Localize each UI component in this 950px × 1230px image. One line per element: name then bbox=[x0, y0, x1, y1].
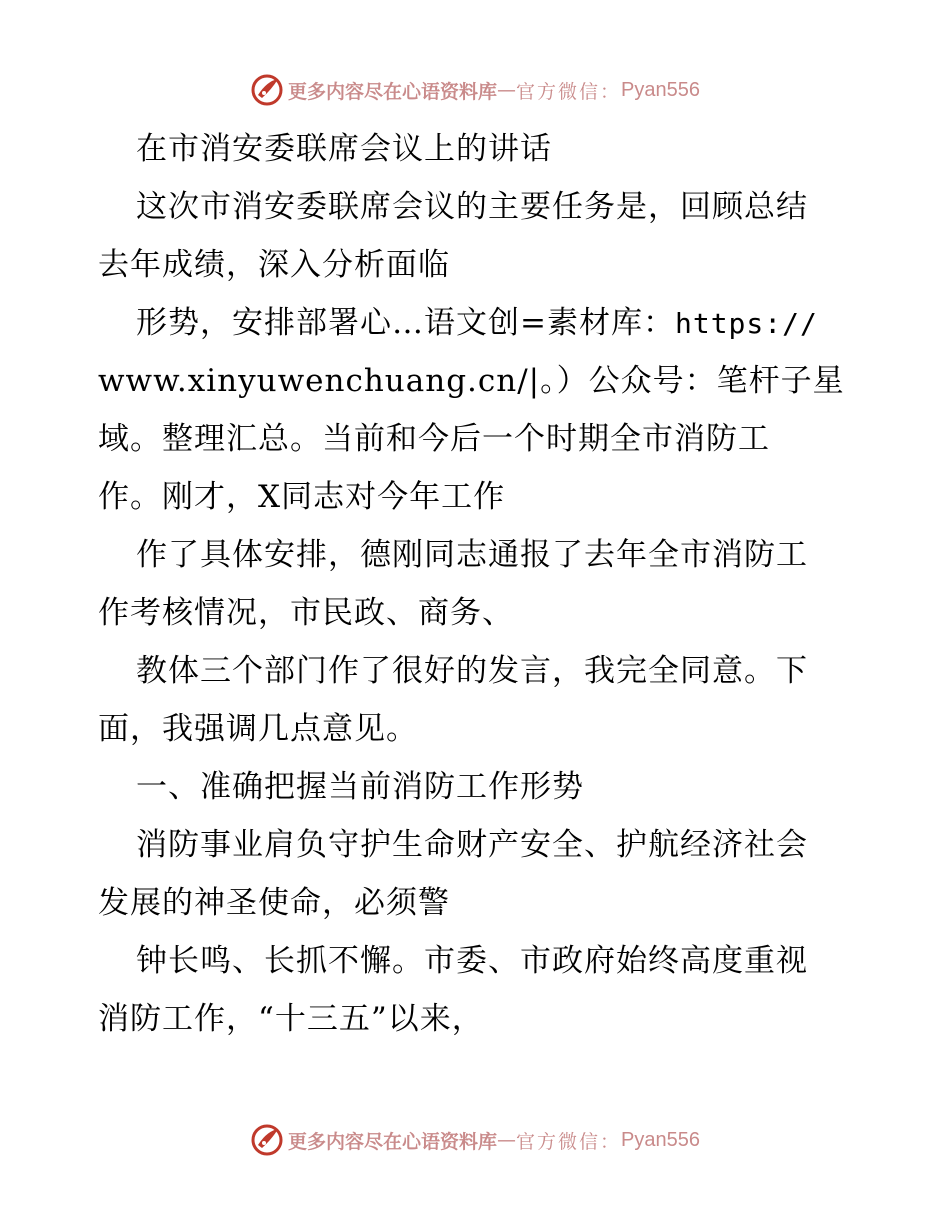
paragraph-line: 域。整理汇总。当前和今后一个时期全市消防工 bbox=[98, 421, 770, 457]
url-text: https:// bbox=[674, 307, 818, 340]
document-body bbox=[98, 120, 858, 1048]
paragraph-line: 钟长鸣、长抓不懈。市委、市政府始终高度重视 bbox=[136, 943, 808, 979]
url-text: www.xinyuwenchuang.cn/|。）公众号：笔杆子星 bbox=[98, 363, 845, 399]
footer-banner bbox=[0, 1120, 950, 1160]
banner-wechat-label: 官方微信： bbox=[516, 1130, 622, 1153]
banner-wechat-label: 官方微信： bbox=[516, 80, 622, 103]
pen-logo-icon bbox=[250, 1123, 284, 1157]
header-banner bbox=[0, 70, 950, 110]
paragraph-line: 作了具体安排，德刚同志通报了去年全市消防工 bbox=[136, 537, 808, 573]
paragraph-text: 形势，安排部署心…语文创=素材库： bbox=[136, 305, 675, 341]
paragraph-line: 教体三个部门作了很好的发言，我完全同意。下 bbox=[136, 653, 808, 689]
paragraph-line: 作。刚才，X同志对今年工作 bbox=[98, 479, 506, 515]
banner-dash: — bbox=[497, 79, 517, 101]
paragraph-line: 消防事业肩负守护生命财产安全、护航经济社会 bbox=[136, 827, 808, 863]
paragraph-line: 去年成绩，深入分析面临 bbox=[98, 247, 450, 283]
paragraph-line: 发展的神圣使命，必须警 bbox=[98, 885, 450, 921]
paragraph-line: 面，我强调几点意见。 bbox=[98, 711, 418, 747]
document-title: 在市消安委联席会议上的讲话 bbox=[136, 131, 552, 167]
paragraph-line: 消防工作，“十三五”以来， bbox=[98, 1001, 484, 1037]
paragraph-line: 这次市消安委联席会议的主要任务是，回顾总结 bbox=[136, 189, 808, 225]
banner-dash: — bbox=[497, 1129, 517, 1151]
paragraph-line bbox=[98, 294, 858, 352]
paragraph-line bbox=[98, 352, 858, 410]
banner-text: 更多内容尽在心语资料库 bbox=[288, 80, 498, 103]
banner-text: 更多内容尽在心语资料库 bbox=[288, 1130, 498, 1153]
section-heading: 一、准确把握当前消防工作形势 bbox=[136, 769, 584, 805]
banner-wechat-id: Pyan556 bbox=[621, 78, 700, 101]
paragraph-line: 作考核情况，市民政、商务、 bbox=[98, 595, 514, 631]
pen-logo-icon bbox=[250, 73, 284, 107]
banner-wechat-id: Pyan556 bbox=[621, 1128, 700, 1151]
